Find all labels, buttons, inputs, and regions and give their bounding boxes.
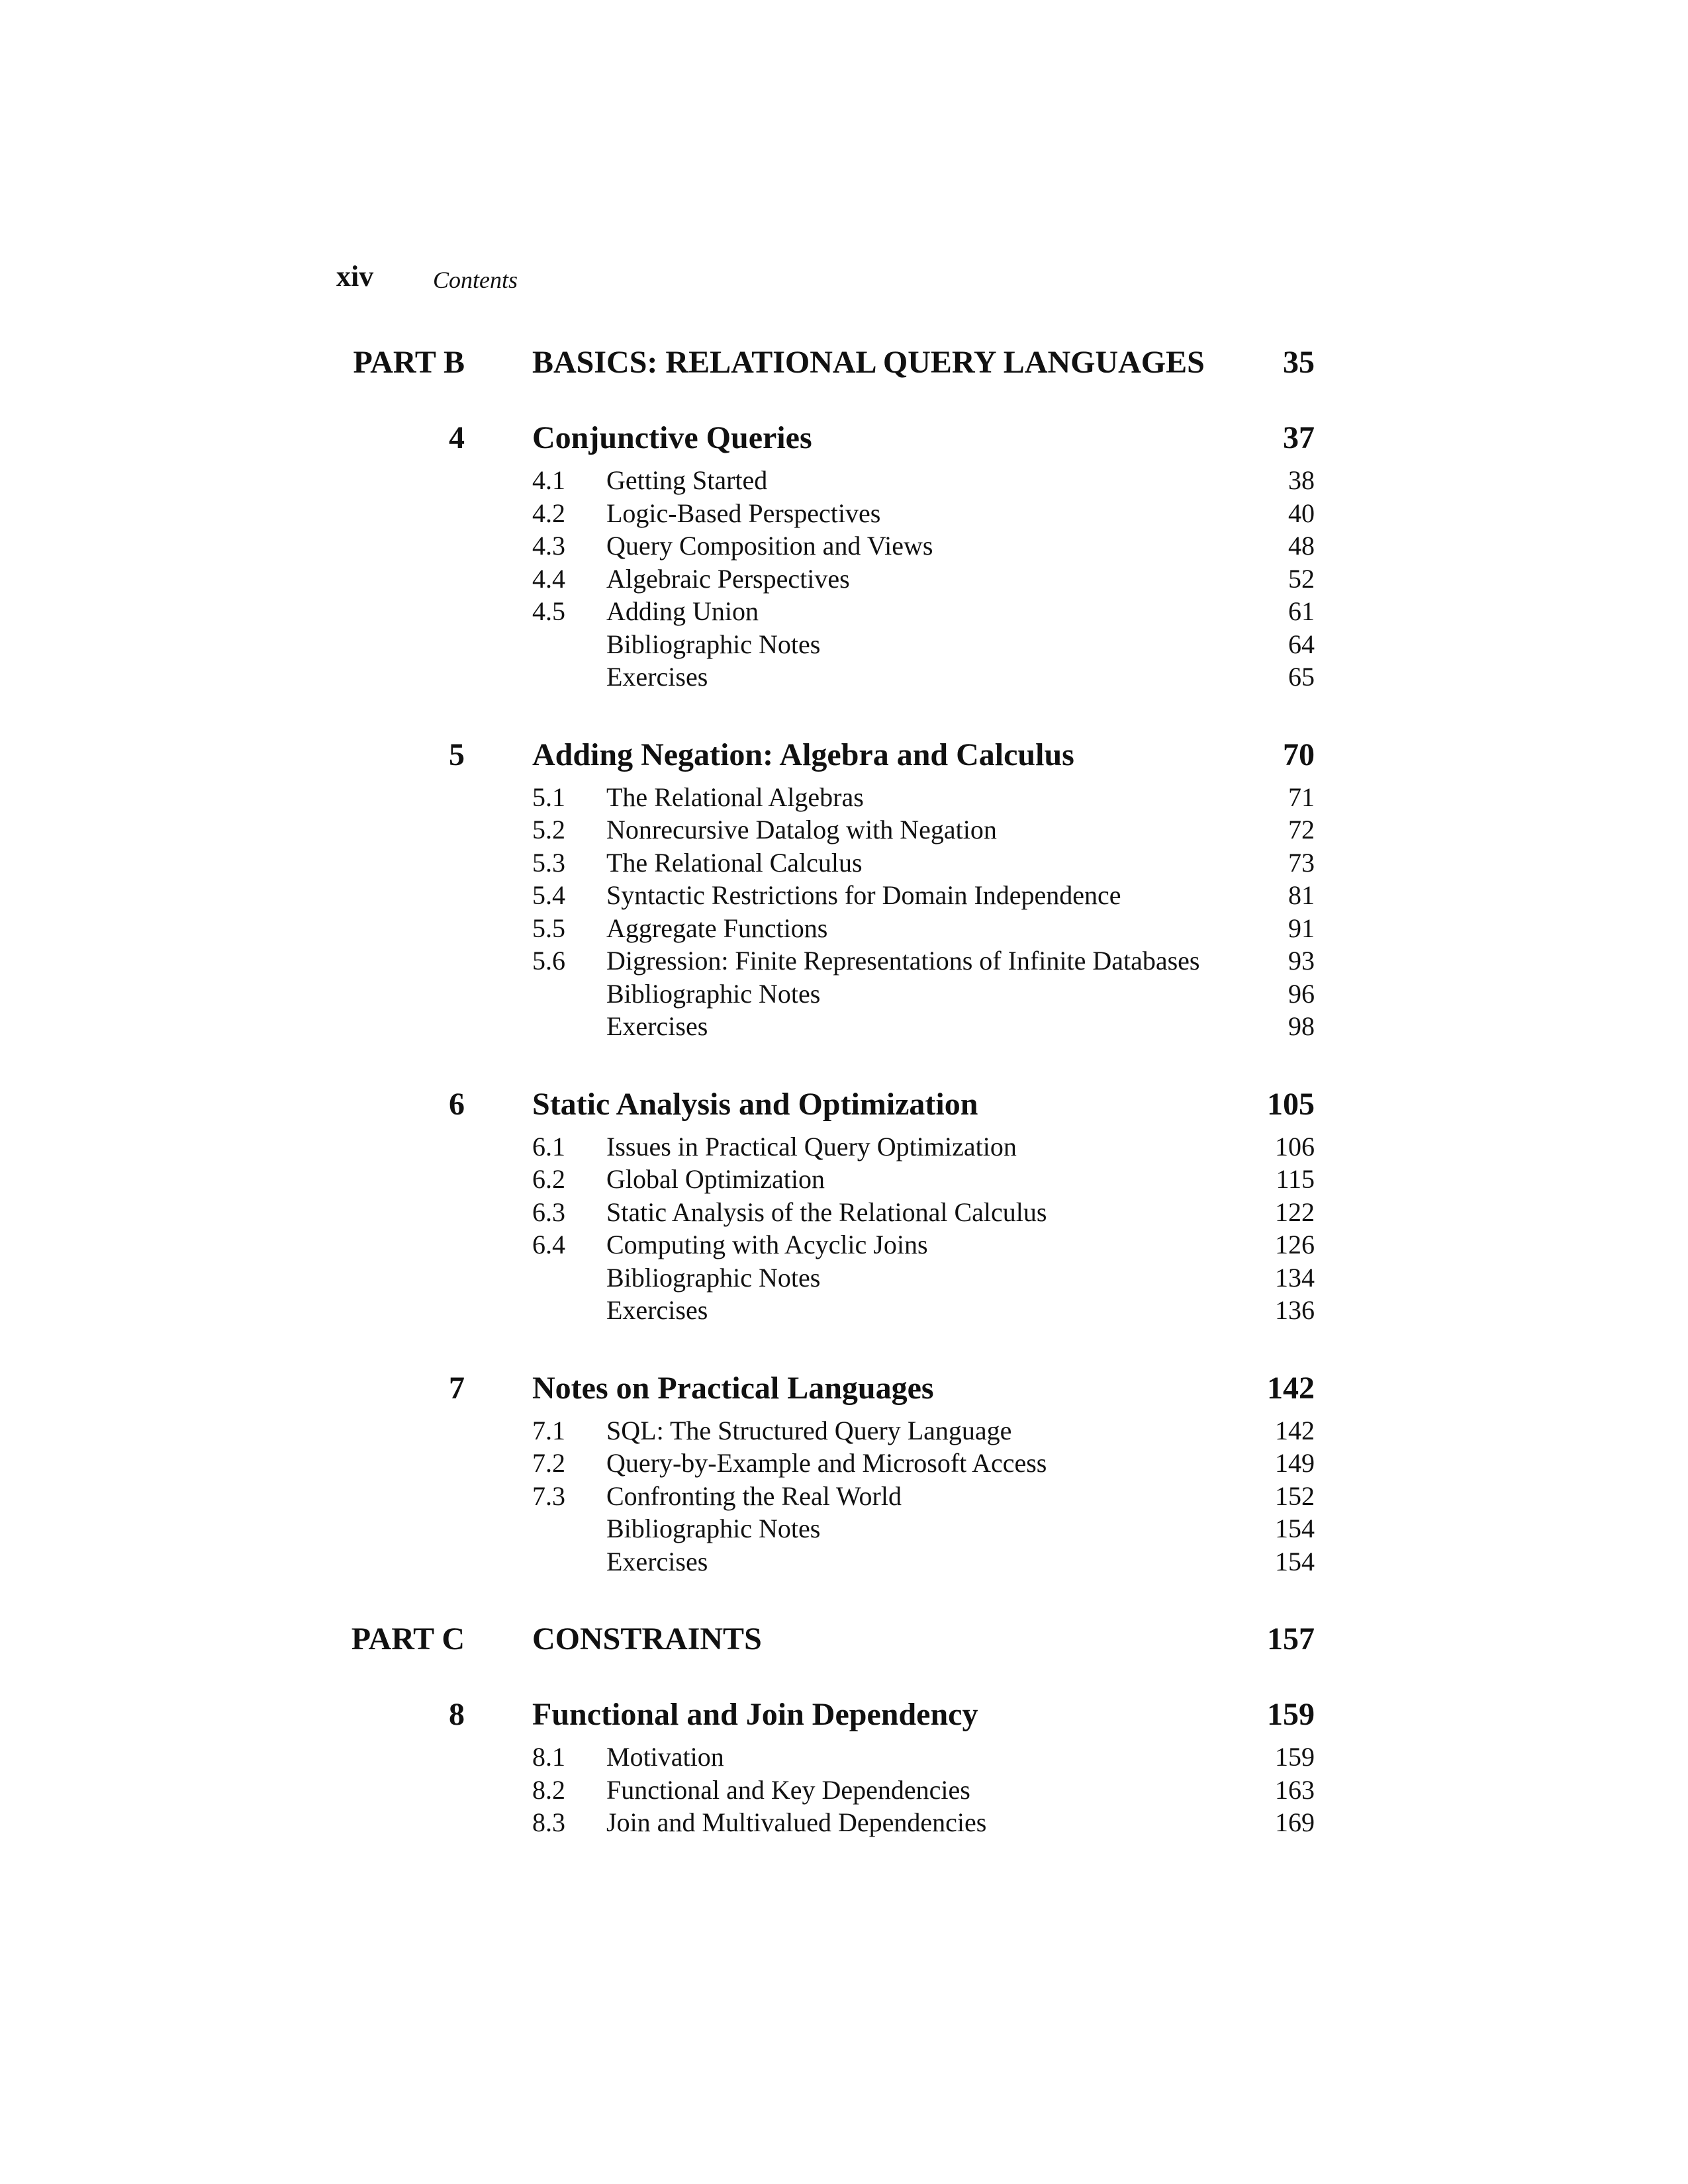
part-page: 157 [1267, 1621, 1315, 1657]
toc-part [0, 1621, 1688, 1696]
section-title: Static Analysis of the Relational Calculus [606, 1197, 1047, 1227]
section-title: Exercises [606, 1011, 708, 1041]
section-number: 8.2 [532, 1774, 565, 1805]
section-title: Aggregate Functions [606, 913, 828, 943]
toc-section [0, 1480, 1688, 1514]
section-title: Digression: Finite Representations of Infinite Databases [606, 946, 1200, 976]
section-title: The Relational Calculus [606, 847, 863, 878]
chapter-title: Adding Negation: Algebra and Calculus [532, 737, 1074, 772]
chapter-number: 7 [449, 1370, 465, 1406]
section-title: Global Optimization [606, 1164, 825, 1194]
section-number: 8.3 [532, 1807, 565, 1837]
toc-section [0, 1741, 1688, 1774]
section-number: 4.5 [532, 596, 565, 626]
chapter-title: Conjunctive Queries [532, 420, 812, 455]
page-number: xiv [336, 260, 374, 293]
chapter-number: 8 [449, 1697, 465, 1732]
section-number: 4.1 [532, 465, 565, 495]
toc-chapter [0, 737, 1688, 782]
section-number: 5.6 [532, 946, 565, 976]
section-page: 40 [1288, 498, 1315, 528]
section-title: Algebraic Perspectives [606, 563, 850, 594]
toc-section [0, 1229, 1688, 1262]
section-page: 38 [1288, 465, 1315, 495]
section-page: 149 [1275, 1448, 1315, 1478]
section-page: 71 [1288, 782, 1315, 812]
section-page: 52 [1288, 563, 1315, 594]
spacer [0, 1328, 1688, 1370]
toc-section [0, 1131, 1688, 1164]
section-number: 6.2 [532, 1164, 565, 1194]
toc-section [0, 629, 1688, 662]
section-title: Exercises [606, 662, 708, 692]
toc-section [0, 1513, 1688, 1546]
toc-section [0, 1546, 1688, 1579]
toc-section [0, 847, 1688, 880]
toc-section [0, 814, 1688, 847]
toc-chapter [0, 1086, 1688, 1131]
toc-section [0, 530, 1688, 563]
section-page: 72 [1288, 815, 1315, 844]
toc-section [0, 1262, 1688, 1295]
spacer [0, 1578, 1688, 1621]
section-number: 6.4 [532, 1230, 565, 1259]
section-title: Exercises [606, 1295, 708, 1325]
chapter-number: 4 [449, 420, 465, 455]
section-title: Issues in Practical Query Optimization [606, 1131, 1017, 1161]
chapter-title: Functional and Join Dependency [532, 1697, 978, 1732]
part-label: PART C [351, 1621, 465, 1657]
section-title: Bibliographic Notes [606, 629, 821, 659]
chapter-number: 6 [449, 1086, 465, 1122]
toc-section [0, 563, 1688, 596]
section-title: Motivation [606, 1742, 724, 1772]
section-title: Query-by-Example and Microsoft Access [606, 1448, 1047, 1478]
toc-section [0, 1197, 1688, 1230]
section-title: Confronting the Real World [606, 1480, 902, 1511]
section-number: 5.3 [532, 847, 565, 878]
section-title: Bibliographic Notes [606, 1514, 821, 1543]
section-number: 6.3 [532, 1197, 565, 1227]
section-page: 136 [1275, 1295, 1315, 1325]
section-number: 7.1 [532, 1415, 565, 1445]
toc-section [0, 1295, 1688, 1328]
section-number: 5.5 [532, 913, 565, 943]
section-page: 64 [1288, 629, 1315, 659]
section-page: 126 [1275, 1230, 1315, 1259]
section-page: 152 [1275, 1480, 1315, 1511]
section-number: 6.1 [532, 1131, 565, 1161]
section-title: Getting Started [606, 465, 768, 495]
section-title: Nonrecursive Datalog with Negation [606, 815, 997, 844]
chapter-page: 142 [1267, 1370, 1315, 1406]
toc-part [0, 344, 1688, 420]
chapter-page: 159 [1267, 1697, 1315, 1732]
section-page: 115 [1276, 1164, 1315, 1194]
chapter-title: Static Analysis and Optimization [532, 1086, 978, 1122]
section-page: 65 [1288, 662, 1315, 692]
section-page: 81 [1288, 880, 1315, 910]
section-page: 61 [1288, 596, 1315, 626]
part-page: 35 [1283, 345, 1315, 380]
toc-chapter [0, 1696, 1688, 1741]
spacer [0, 1044, 1688, 1086]
toc-section [0, 945, 1688, 978]
section-page: 98 [1288, 1011, 1315, 1041]
section-page: 91 [1288, 913, 1315, 943]
part-label: PART B [353, 345, 465, 380]
toc-chapter [0, 420, 1688, 465]
section-number: 4.2 [532, 498, 565, 528]
toc-section [0, 782, 1688, 815]
spacer [0, 694, 1688, 737]
chapter-title: Notes on Practical Languages [532, 1370, 934, 1406]
toc-section [0, 1807, 1688, 1840]
section-number: 5.2 [532, 815, 565, 844]
toc-section [0, 880, 1688, 913]
section-page: 154 [1275, 1546, 1315, 1576]
section-page: 93 [1288, 946, 1315, 976]
section-title: Adding Union [606, 596, 759, 626]
toc-section [0, 596, 1688, 629]
section-title: Join and Multivalued Dependencies [606, 1807, 987, 1837]
section-number: 8.1 [532, 1742, 565, 1772]
toc-section [0, 1415, 1688, 1448]
part-title: BASICS: RELATIONAL QUERY LANGUAGES [532, 345, 1205, 380]
section-number: 4.4 [532, 563, 565, 594]
running-title: Contents [433, 267, 518, 293]
toc-section [0, 1011, 1688, 1044]
section-number: 7.2 [532, 1448, 565, 1478]
section-title: Exercises [606, 1546, 708, 1576]
section-page: 134 [1275, 1262, 1315, 1293]
section-number: 7.3 [532, 1480, 565, 1511]
toc-section [0, 1163, 1688, 1197]
table-of-contents [0, 344, 1688, 1840]
section-title: Computing with Acyclic Joins [606, 1230, 928, 1259]
section-page: 106 [1275, 1131, 1315, 1161]
section-title: Query Composition and Views [606, 531, 933, 561]
section-title: Functional and Key Dependencies [606, 1774, 970, 1805]
section-title: Bibliographic Notes [606, 1262, 821, 1293]
section-title: SQL: The Structured Query Language [606, 1415, 1012, 1445]
section-number: 5.1 [532, 782, 565, 812]
toc-section [0, 465, 1688, 498]
section-page: 122 [1275, 1197, 1315, 1227]
page-header [0, 259, 1688, 299]
chapter-page: 37 [1283, 420, 1315, 455]
toc-chapter [0, 1370, 1688, 1415]
toc-section [0, 661, 1688, 694]
section-page: 159 [1275, 1742, 1315, 1772]
chapter-number: 5 [449, 737, 465, 772]
section-page: 154 [1275, 1514, 1315, 1543]
toc-section [0, 1447, 1688, 1480]
chapter-page: 70 [1283, 737, 1315, 772]
toc-section [0, 913, 1688, 946]
toc-section [0, 978, 1688, 1011]
section-page: 48 [1288, 531, 1315, 561]
section-number: 4.3 [532, 531, 565, 561]
section-title: The Relational Algebras [606, 782, 864, 812]
chapter-page: 105 [1267, 1086, 1315, 1122]
section-page: 169 [1275, 1807, 1315, 1837]
part-title: CONSTRAINTS [532, 1621, 762, 1657]
section-page: 142 [1275, 1415, 1315, 1445]
section-page: 73 [1288, 847, 1315, 878]
section-title: Logic-Based Perspectives [606, 498, 881, 528]
section-page: 163 [1275, 1774, 1315, 1805]
toc-section [0, 498, 1688, 531]
toc-section [0, 1774, 1688, 1807]
section-title: Bibliographic Notes [606, 978, 821, 1009]
section-page: 96 [1288, 978, 1315, 1009]
section-number: 5.4 [532, 880, 565, 910]
section-title: Syntactic Restrictions for Domain Independence [606, 880, 1121, 910]
